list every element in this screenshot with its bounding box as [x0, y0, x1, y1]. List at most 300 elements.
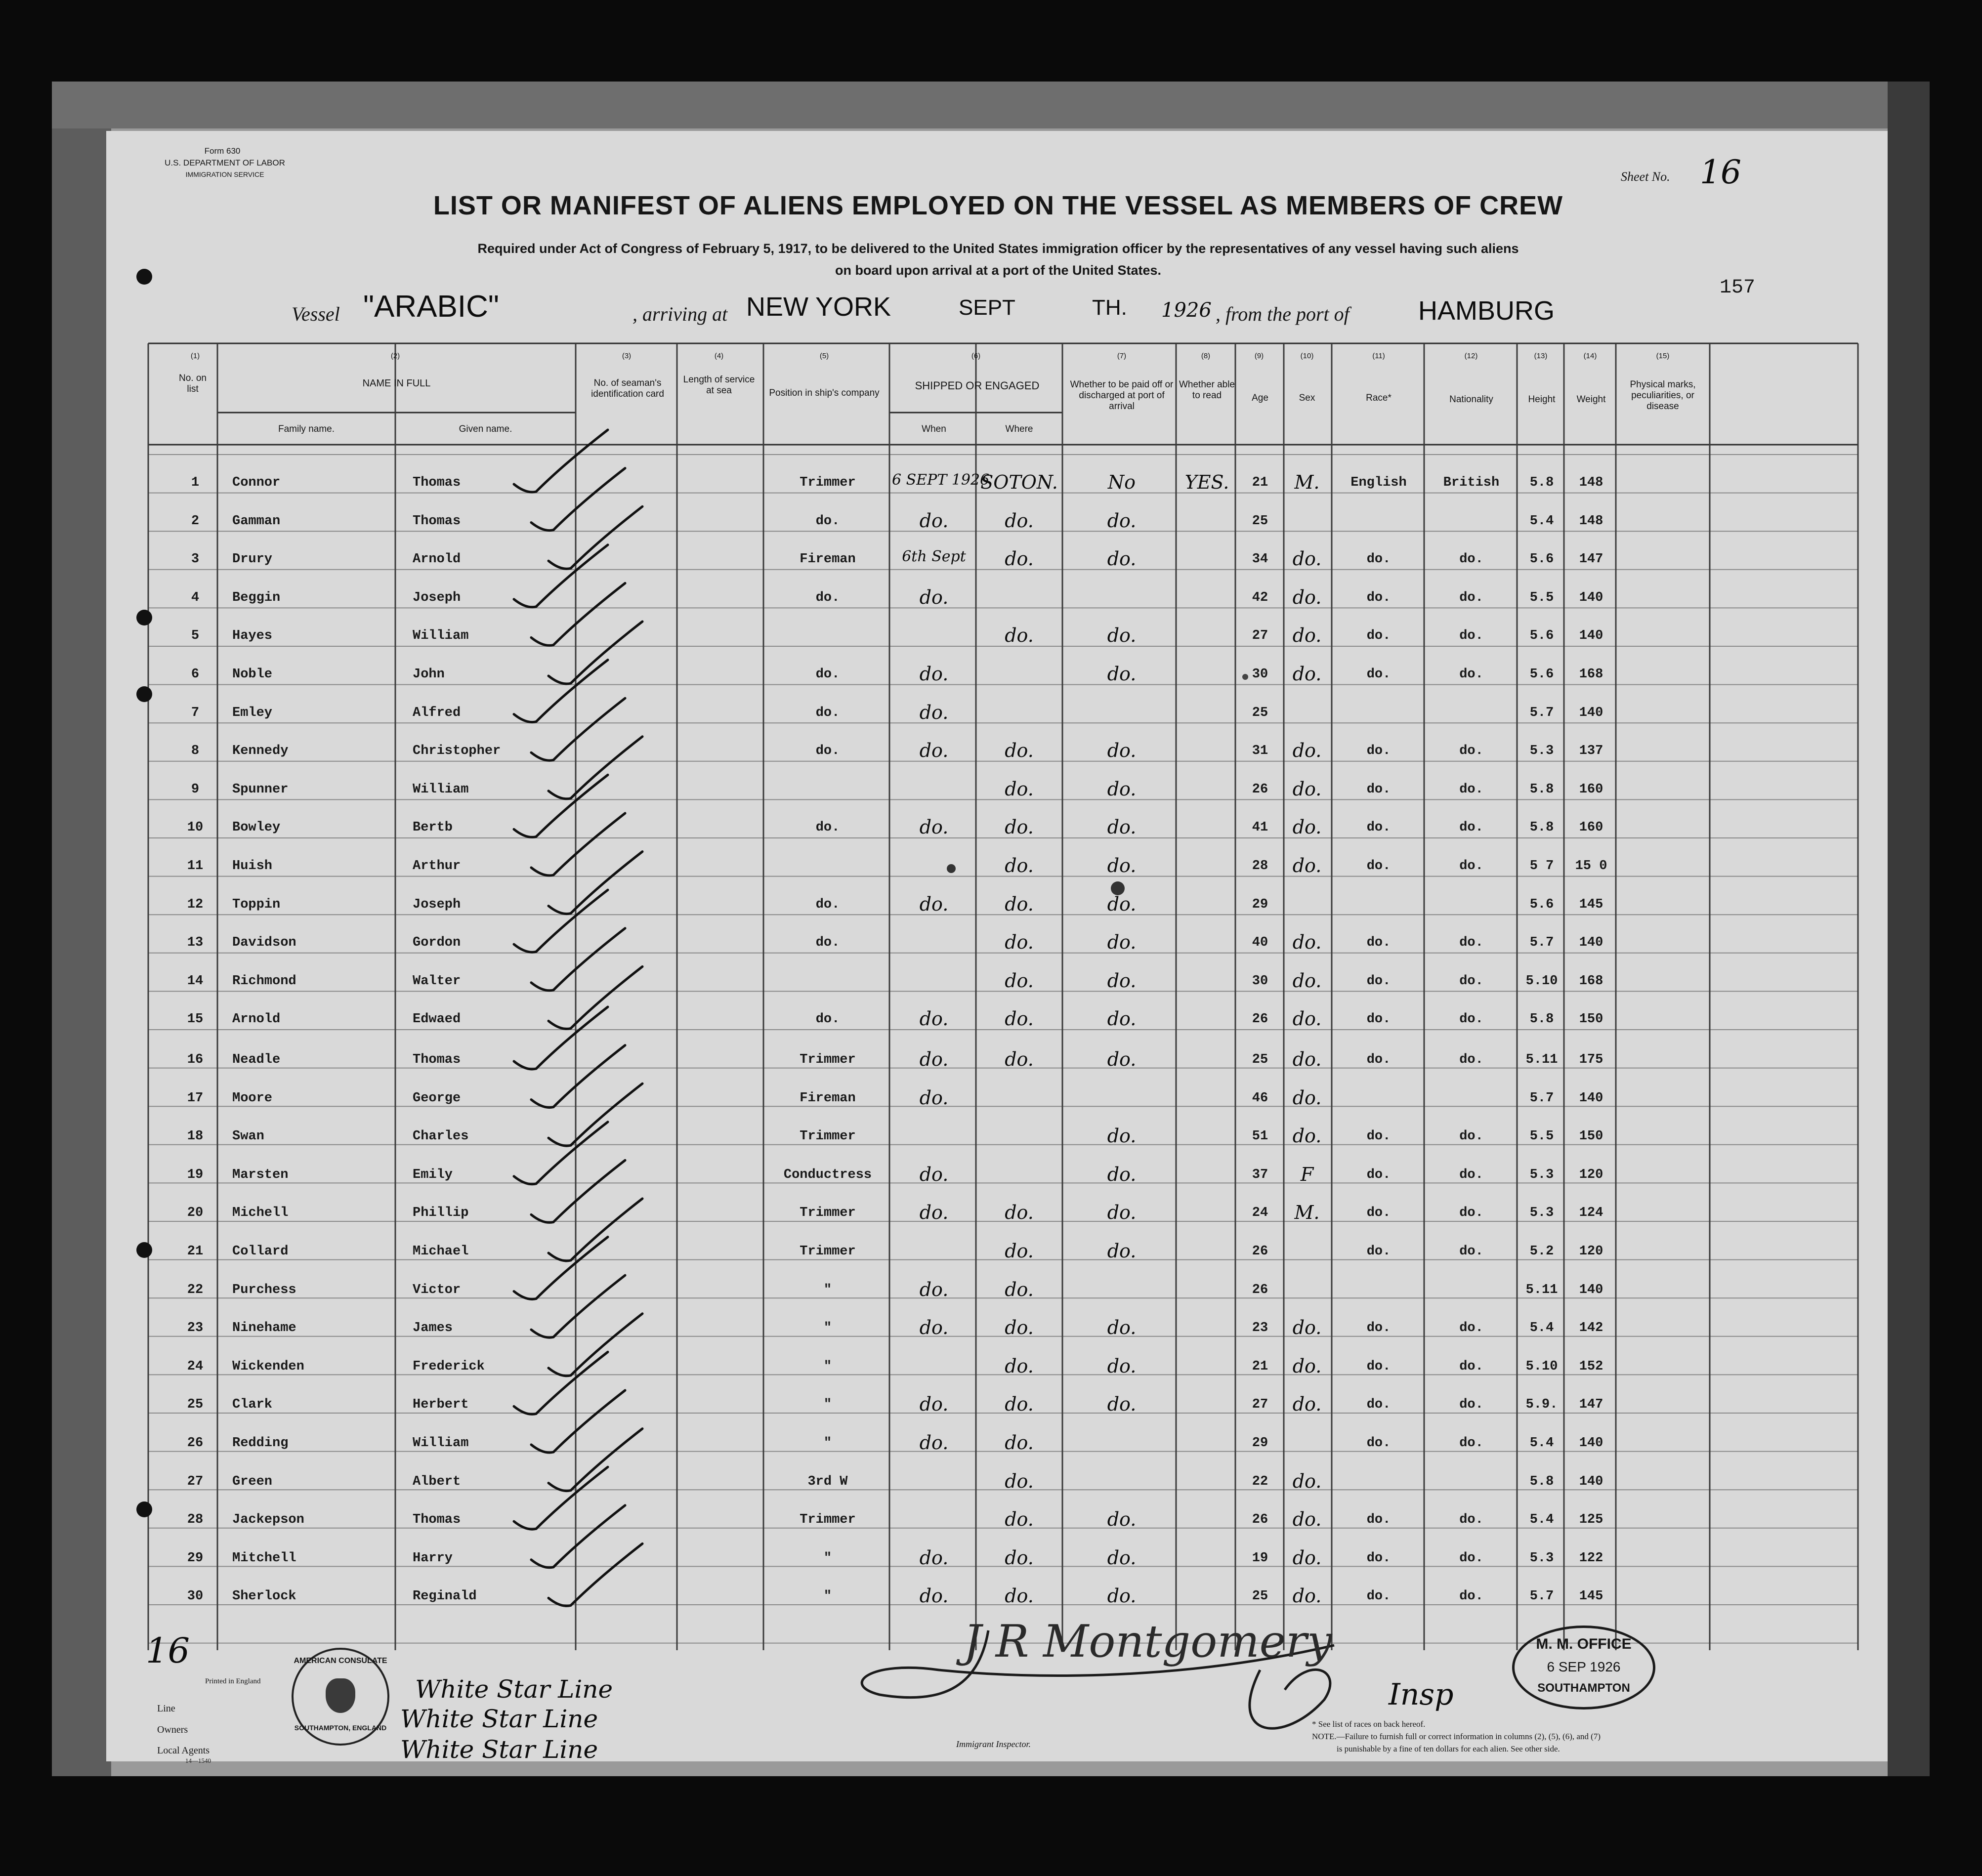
mm-stamp-bottom: SOUTHAMPTON — [1537, 1681, 1630, 1695]
column-number: (11) — [1372, 352, 1385, 360]
cell-position: do. — [815, 820, 840, 835]
cell-nat: do. — [1459, 1167, 1483, 1182]
cell-no: 14 — [187, 973, 204, 989]
cell-family: Green — [232, 1474, 273, 1489]
cell-weight: 150 — [1579, 1012, 1603, 1027]
cell-given: Edwaed — [413, 1012, 461, 1027]
cell-weight: 15 0 — [1575, 859, 1607, 874]
cell-weight: 125 — [1579, 1512, 1603, 1528]
col-header-race: Race* — [1366, 393, 1392, 403]
cell-read: YES. — [1184, 471, 1229, 493]
cell-where: do. — [1005, 778, 1034, 800]
col-header-position: Position in ship's company — [769, 388, 880, 398]
col-header-height: Height — [1528, 394, 1556, 405]
cell-no: 13 — [187, 935, 204, 951]
subtitle-line-2: on board upon arrival at a port of the United States. — [835, 263, 1162, 278]
cell-family: Bowley — [232, 820, 281, 835]
cell-height: 5.4 — [1529, 1436, 1554, 1451]
cell-where: do. — [1005, 1278, 1034, 1300]
cell-no: 10 — [187, 820, 204, 835]
cell-sex: do. — [1292, 1086, 1322, 1109]
cell-height: 5.4 — [1529, 513, 1554, 529]
col-header-read: Whether able to read — [1179, 379, 1235, 401]
cell-paid: do. — [1107, 625, 1137, 647]
cell-position: do. — [815, 705, 840, 720]
cell-nat: do. — [1459, 1397, 1483, 1413]
cell-height: 5.7 — [1529, 705, 1554, 720]
cell-paid: do. — [1107, 1240, 1137, 1262]
cell-race: do. — [1366, 935, 1391, 951]
cell-race: do. — [1366, 590, 1391, 605]
cell-given: Bertb — [413, 820, 453, 835]
cell-when: do. — [919, 663, 949, 685]
cell-given: Thomas — [413, 513, 461, 529]
cell-paid: do. — [1107, 855, 1137, 876]
cell-nat: do. — [1459, 1321, 1483, 1336]
cell-when: do. — [919, 1163, 949, 1185]
fine-note-2: is punishable by a fine of ten dollars for each alien. See other side. — [1337, 1744, 1560, 1753]
column-number: (3) — [622, 352, 632, 360]
cell-family: Ninehame — [232, 1321, 296, 1336]
col-header-name: NAME IN FULL — [362, 378, 431, 389]
cell-weight: 140 — [1579, 1436, 1603, 1451]
cell-no: 1 — [191, 475, 200, 490]
cell-where: do. — [1005, 509, 1034, 532]
cell-height: 5.11 — [1525, 1052, 1558, 1067]
cell-race: do. — [1366, 1129, 1391, 1144]
cell-given: Arthur — [413, 859, 461, 874]
cell-no: 15 — [187, 1012, 204, 1027]
cell-sex: do. — [1292, 1585, 1322, 1607]
col-header-given: Given name. — [459, 424, 512, 434]
vessel-name: "ARABIC" — [363, 290, 499, 324]
column-number: (8) — [1201, 352, 1211, 360]
cell-no: 21 — [187, 1244, 204, 1259]
cell-when: do. — [919, 586, 949, 608]
cell-paid: do. — [1107, 931, 1137, 954]
cell-sex: do. — [1292, 969, 1322, 992]
cell-given: Michael — [413, 1244, 469, 1259]
cell-weight: 140 — [1579, 1282, 1603, 1297]
cell-height: 5 7 — [1529, 859, 1554, 874]
cell-position: Trimmer — [800, 1512, 856, 1528]
cell-weight: 145 — [1579, 1589, 1603, 1604]
cell-given: William — [413, 782, 469, 797]
cell-where: do. — [1005, 855, 1034, 876]
cell-weight: 140 — [1579, 1090, 1603, 1106]
cell-age: 30 — [1252, 667, 1268, 682]
cell-family: Arnold — [232, 1012, 281, 1027]
cell-where: do. — [1005, 625, 1034, 647]
cell-no: 11 — [187, 859, 204, 874]
cell-paid: do. — [1107, 1393, 1137, 1416]
cell-sex: M. — [1294, 471, 1320, 493]
cell-race: do. — [1366, 1206, 1391, 1221]
col-header-no: No. on list — [179, 373, 207, 394]
cell-age: 27 — [1252, 628, 1268, 644]
cell-where: do. — [1005, 931, 1034, 954]
cell-no: 24 — [187, 1359, 204, 1374]
cell-weight: 160 — [1579, 782, 1603, 797]
cell-height: 5.6 — [1529, 897, 1554, 912]
cell-nat: do. — [1459, 1359, 1483, 1374]
cell-sex: do. — [1292, 778, 1322, 800]
cell-given: George — [413, 1090, 461, 1106]
cell-where: do. — [1005, 1240, 1034, 1262]
eagle-seal-icon — [326, 1678, 355, 1713]
cell-given: Phillip — [413, 1206, 469, 1221]
cell-no: 8 — [191, 744, 200, 759]
cell-nat: do. — [1459, 667, 1483, 682]
cell-position: Trimmer — [800, 1244, 856, 1259]
mm-office-stamp — [1512, 1626, 1655, 1709]
race-note: * See list of races on back hereof. — [1312, 1719, 1426, 1729]
cell-family: Wickenden — [232, 1359, 304, 1374]
cell-paid: do. — [1107, 1163, 1137, 1185]
cell-given: Reginald — [413, 1589, 477, 1604]
cell-weight: 124 — [1579, 1206, 1603, 1221]
page-title: LIST OR MANIFEST OF ALIENS EMPLOYED ON THE VESSEL AS MEMBERS OF CREW — [433, 191, 1563, 220]
column-number: (5) — [819, 352, 829, 360]
cell-age: 30 — [1252, 973, 1268, 989]
cell-race: do. — [1366, 1052, 1391, 1067]
cell-when: do. — [919, 1202, 949, 1224]
cell-weight: 120 — [1579, 1244, 1603, 1259]
arrival-day: TH. — [1092, 295, 1127, 320]
cell-when: do. — [919, 1317, 949, 1339]
cell-height: 5.11 — [1525, 1282, 1558, 1297]
cell-family: Marsten — [232, 1167, 289, 1182]
cell-height: 5.2 — [1529, 1244, 1554, 1259]
cell-when: do. — [919, 740, 949, 762]
cell-race: do. — [1366, 667, 1391, 682]
cell-given: Joseph — [413, 897, 461, 912]
consulate-stamp-top: AMERICAN CONSULATE — [294, 1657, 387, 1665]
cell-nat: do. — [1459, 1206, 1483, 1221]
cell-height: 5.7 — [1529, 935, 1554, 951]
cell-family: Moore — [232, 1090, 273, 1106]
cell-where: do. — [1005, 1585, 1034, 1607]
cell-height: 5.6 — [1529, 552, 1554, 567]
column-number: (2) — [390, 352, 400, 360]
cell-sex: do. — [1292, 586, 1322, 608]
cell-age: 26 — [1252, 1244, 1268, 1259]
cell-race: do. — [1366, 1550, 1391, 1566]
cell-height: 5.10 — [1525, 973, 1558, 989]
cell-nat: do. — [1459, 1129, 1483, 1144]
cell-age: 23 — [1252, 1321, 1268, 1336]
col-header-id-card: No. of seaman's identification card — [591, 378, 664, 399]
cell-weight: 140 — [1579, 935, 1603, 951]
cell-age: 29 — [1252, 1436, 1268, 1451]
cell-height: 5.3 — [1529, 744, 1554, 759]
cell-where: do. — [1005, 1432, 1034, 1454]
cell-no: 6 — [191, 667, 200, 682]
cell-sex: do. — [1292, 1008, 1322, 1030]
cell-family: Drury — [232, 552, 273, 567]
cell-position: do. — [815, 1012, 840, 1027]
cell-position: do. — [815, 744, 840, 759]
cell-weight: 140 — [1579, 628, 1603, 644]
cell-where: do. — [1005, 893, 1034, 915]
cell-no: 29 — [187, 1550, 204, 1566]
cell-weight: 140 — [1579, 705, 1603, 720]
cell-no: 19 — [187, 1167, 204, 1182]
cell-race: do. — [1366, 1167, 1391, 1182]
column-number: (10) — [1300, 352, 1314, 360]
cell-position: Conductress — [783, 1167, 872, 1182]
col-header-age: Age — [1252, 393, 1268, 403]
cell-nat: do. — [1459, 820, 1483, 835]
cell-age: 51 — [1252, 1129, 1268, 1144]
cell-sex: do. — [1292, 548, 1322, 570]
cell-given: Victor — [413, 1282, 461, 1297]
cell-family: Emley — [232, 705, 273, 720]
column-number: (4) — [714, 352, 724, 360]
col-header-length-service: Length of service at sea — [683, 375, 755, 396]
cell-position: " — [823, 1436, 832, 1451]
cell-race: do. — [1366, 1244, 1391, 1259]
cell-nat: do. — [1459, 1244, 1483, 1259]
cell-no: 2 — [191, 513, 200, 529]
cell-height: 5.4 — [1529, 1321, 1554, 1336]
cell-race: do. — [1366, 1589, 1391, 1604]
cell-age: 25 — [1252, 1052, 1268, 1067]
cell-age: 37 — [1252, 1167, 1268, 1182]
cell-where: do. — [1005, 1048, 1034, 1070]
cell-nat: do. — [1459, 859, 1483, 874]
cell-given: Joseph — [413, 590, 461, 605]
column-number: (9) — [1254, 352, 1264, 360]
cell-given: Thomas — [413, 1512, 461, 1528]
cell-family: Davidson — [232, 935, 296, 951]
stamp-number: 157 — [1720, 277, 1756, 299]
cell-when: do. — [919, 1546, 949, 1569]
cell-family: Clark — [232, 1397, 273, 1413]
cell-nat: do. — [1459, 590, 1483, 605]
cell-height: 5.3 — [1529, 1167, 1554, 1182]
cell-race: English — [1350, 475, 1407, 490]
cell-when: do. — [919, 1393, 949, 1416]
cell-no: 27 — [187, 1474, 204, 1489]
cell-race: do. — [1366, 782, 1391, 797]
cell-sex: do. — [1292, 625, 1322, 647]
cell-race: do. — [1366, 1436, 1391, 1451]
cell-family: Purchess — [232, 1282, 296, 1297]
cell-no: 23 — [187, 1321, 204, 1336]
cell-family: Beggin — [232, 590, 281, 605]
column-number: (6) — [971, 352, 981, 360]
cell-position: Trimmer — [800, 475, 856, 490]
cell-paid: do. — [1107, 1125, 1137, 1147]
cell-weight: 120 — [1579, 1167, 1603, 1182]
cell-height: 5.3 — [1529, 1206, 1554, 1221]
cell-no: 18 — [187, 1129, 204, 1144]
cell-race: do. — [1366, 859, 1391, 874]
cell-race: do. — [1366, 1359, 1391, 1374]
cell-age: 42 — [1252, 590, 1268, 605]
cell-age: 26 — [1252, 1012, 1268, 1027]
cell-when: do. — [919, 1278, 949, 1300]
cell-nat: do. — [1459, 744, 1483, 759]
column-number: (15) — [1656, 352, 1670, 360]
cell-height: 5.4 — [1529, 1512, 1554, 1528]
cell-family: Gamman — [232, 513, 281, 529]
cell-where: do. — [1005, 1470, 1034, 1492]
cell-no: 5 — [191, 628, 200, 644]
cell-sex: do. — [1292, 1508, 1322, 1531]
cell-no: 17 — [187, 1090, 204, 1106]
cell-sex: do. — [1292, 663, 1322, 685]
cell-height: 5.8 — [1529, 1012, 1554, 1027]
cell-when: do. — [919, 1086, 949, 1109]
cell-when: do. — [919, 701, 949, 723]
cell-height: 5.5 — [1529, 1129, 1554, 1144]
cell-paid: do. — [1107, 1585, 1137, 1607]
mm-stamp-date: 6 SEP 1926 — [1547, 1659, 1621, 1674]
cell-age: 25 — [1252, 705, 1268, 720]
cell-no: 4 — [191, 590, 200, 605]
cell-nat: do. — [1459, 628, 1483, 644]
cell-weight: 148 — [1579, 475, 1603, 490]
column-number: (12) — [1464, 352, 1478, 360]
cell-age: 22 — [1252, 1474, 1268, 1489]
cell-race: do. — [1366, 973, 1391, 989]
cell-height: 5.8 — [1529, 1474, 1554, 1489]
cell-no: 26 — [187, 1436, 204, 1451]
cell-nat: do. — [1459, 1589, 1483, 1604]
cell-race: do. — [1366, 1397, 1391, 1413]
cell-given: Thomas — [413, 475, 461, 490]
subtitle-line-1: Required under Act of Congress of February 5, 1917, to be delivered to the United States immigration officer by the representatives of any vessel having such aliens — [477, 241, 1519, 256]
cell-race: do. — [1366, 1012, 1391, 1027]
cell-position: " — [823, 1589, 832, 1604]
cell-where: do. — [1005, 1355, 1034, 1377]
printed-in-england: Printed in England — [205, 1677, 261, 1685]
cell-given: Emily — [413, 1167, 453, 1182]
cell-no: 22 — [187, 1282, 204, 1297]
cell-height: 5.7 — [1529, 1589, 1554, 1604]
cell-where: do. — [1005, 1393, 1034, 1416]
column-number: (1) — [190, 352, 200, 360]
cell-position: do. — [815, 935, 840, 951]
cell-race: do. — [1366, 1321, 1391, 1336]
cell-age: 26 — [1252, 1512, 1268, 1528]
cell-position: Trimmer — [800, 1052, 856, 1067]
cell-weight: 168 — [1579, 667, 1603, 682]
consulate-stamp — [292, 1648, 389, 1746]
cell-no: 9 — [191, 782, 200, 797]
cell-age: 25 — [1252, 513, 1268, 529]
cell-no: 12 — [187, 897, 204, 912]
cell-family: Toppin — [232, 897, 281, 912]
cell-where: do. — [1005, 1317, 1034, 1339]
owners-label: Owners — [157, 1724, 188, 1735]
cell-no: 20 — [187, 1206, 204, 1221]
cell-weight: 137 — [1579, 744, 1603, 759]
cell-age: 31 — [1252, 744, 1268, 759]
cell-nat: do. — [1459, 552, 1483, 567]
cell-paid: No — [1107, 471, 1136, 493]
cell-sex: do. — [1292, 1470, 1322, 1492]
from-port-label: , from the port of — [1216, 303, 1349, 325]
cell-age: 41 — [1252, 820, 1268, 835]
col-header-shipped: SHIPPED OR ENGAGED — [915, 379, 1040, 392]
cell-family: Redding — [232, 1436, 289, 1451]
cell-height: 5.5 — [1529, 590, 1554, 605]
cell-weight: 145 — [1579, 897, 1603, 912]
cell-family: Kennedy — [232, 744, 289, 759]
cell-weight: 175 — [1579, 1052, 1603, 1067]
cell-nat: do. — [1459, 973, 1483, 989]
cell-given: Alfred — [413, 705, 461, 720]
consulate-stamp-bottom: SOUTHAMPTON, ENGLAND — [294, 1724, 387, 1732]
cell-age: 34 — [1252, 552, 1268, 567]
inspector-signature: J R Montgomery — [964, 1616, 1332, 1668]
cell-height: 5.9. — [1525, 1397, 1558, 1413]
cell-when: do. — [919, 1432, 949, 1454]
column-number: (7) — [1117, 352, 1127, 360]
cell-sex: do. — [1292, 1393, 1322, 1416]
cell-weight: 140 — [1579, 590, 1603, 605]
cell-position: " — [823, 1397, 832, 1413]
arrival-port: NEW YORK — [746, 292, 891, 322]
cell-nat: do. — [1459, 935, 1483, 951]
cell-when: do. — [919, 893, 949, 915]
cell-position: do. — [815, 897, 840, 912]
cell-family: Sherlock — [232, 1589, 296, 1604]
cell-age: 27 — [1252, 1397, 1268, 1413]
service-label: IMMIGRATION SERVICE — [185, 170, 264, 178]
cell-age: 28 — [1252, 859, 1268, 874]
cell-position: Fireman — [800, 1090, 856, 1106]
cell-age: 21 — [1252, 475, 1268, 490]
cell-age: 24 — [1252, 1206, 1268, 1221]
cell-where: do. — [1005, 1508, 1034, 1531]
cell-age: 21 — [1252, 1359, 1268, 1374]
cell-where: SOTON. — [980, 471, 1058, 493]
col-header-weight: Weight — [1576, 394, 1606, 405]
department-label: U.S. DEPARTMENT OF LABOR — [165, 158, 285, 167]
cell-paid: do. — [1107, 1048, 1137, 1070]
cell-paid: do. — [1107, 1355, 1137, 1377]
cell-position: Trimmer — [800, 1206, 856, 1221]
cell-position: Trimmer — [800, 1129, 856, 1144]
cell-family: Hayes — [232, 628, 273, 644]
cell-position: 3rd W — [807, 1474, 848, 1489]
cell-when: 6th Sept — [902, 548, 966, 566]
cell-no: 3 — [191, 552, 200, 567]
col-header-sex: Sex — [1299, 393, 1315, 403]
cell-nat: do. — [1459, 782, 1483, 797]
cell-when: do. — [919, 1008, 949, 1030]
cell-age: 25 — [1252, 1589, 1268, 1604]
cell-where: do. — [1005, 1008, 1034, 1030]
cell-family: Huish — [232, 859, 273, 874]
fine-note-1: NOTE.—Failure to furnish full or correct information in columns (2), (5), (6), and (7) — [1312, 1732, 1601, 1741]
cell-sex: do. — [1292, 1125, 1322, 1147]
cell-sex: do. — [1292, 740, 1322, 762]
cell-weight: 160 — [1579, 820, 1603, 835]
sheet-label: Sheet No. — [1621, 169, 1670, 184]
cell-paid: do. — [1107, 969, 1137, 992]
cell-family: Spunner — [232, 782, 289, 797]
cell-no: 28 — [187, 1512, 204, 1528]
cell-age: 46 — [1252, 1090, 1268, 1106]
column-number: (13) — [1534, 352, 1548, 360]
arrival-year: 1926 — [1161, 299, 1212, 322]
vessel-label: Vessel — [292, 303, 340, 325]
